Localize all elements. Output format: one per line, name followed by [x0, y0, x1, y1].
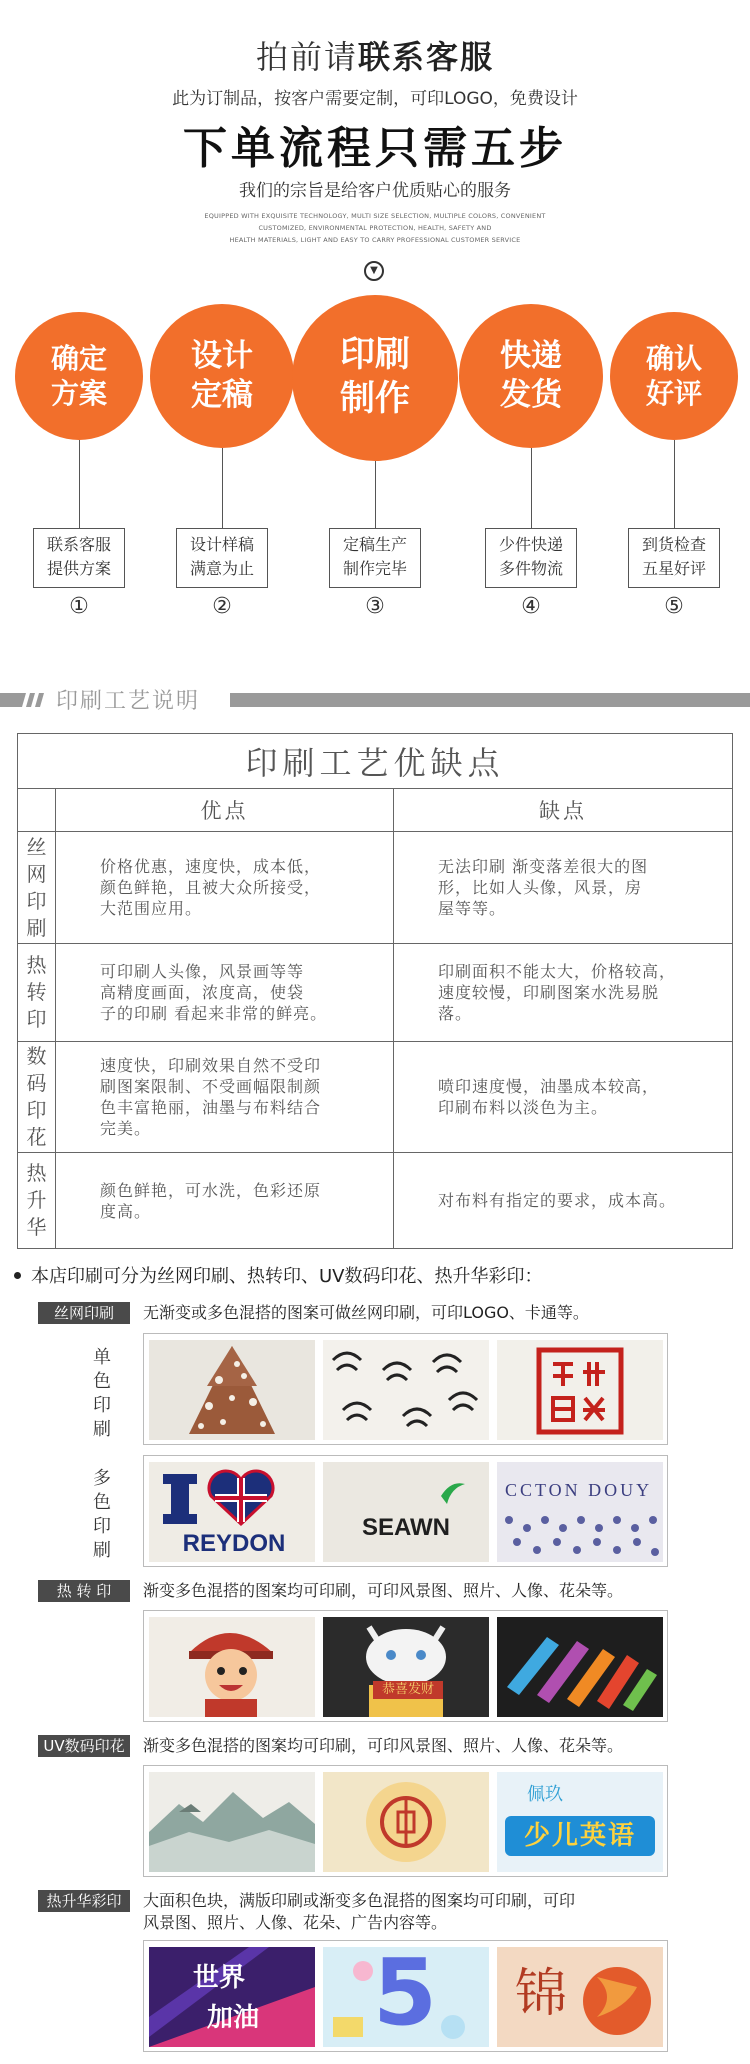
sample-cotton-image: [497, 1462, 663, 1562]
pros-cell: 颜色鲜艳，可水洗，色彩还原 度高。: [56, 1153, 394, 1249]
table-row: [18, 944, 733, 1042]
seawin-text: SEAWN: [361, 1514, 450, 1541]
sample-world-cheer-image: [149, 1947, 315, 2047]
subtitle: 此为订制品，按客户需要定制，可印LOGO，免费设计: [172, 89, 578, 109]
step-circle-text: 发货: [500, 377, 562, 413]
printing-comparison-table: [17, 733, 733, 1249]
uv-sample-top-text: 佩玖: [527, 1784, 563, 1805]
section-title: 印刷工艺说明: [56, 689, 201, 714]
methods-intro: [14, 1262, 543, 1288]
step-circle-text: 设计: [191, 338, 253, 375]
sub-sample-c: 锦: [515, 1964, 568, 2024]
pros-cell: 可印刷人头像，风景画等等 高精度画面，浓度高，使袋 子的印刷 看起来非常的鲜亮。: [56, 944, 394, 1042]
step-3-circle: [292, 295, 458, 461]
uv-sample-big-text: 少儿英语: [505, 1816, 655, 1856]
sample-cat-image: [323, 1617, 489, 1717]
method-name: 数 码 印 花: [18, 1042, 56, 1153]
step-connector: [79, 440, 80, 528]
pros-header: 优点: [56, 789, 394, 832]
sub-sample-a2: 加油: [207, 2003, 260, 2033]
mission-text: 我们的宗旨是给客户优质贴心的服务: [239, 181, 511, 201]
big-title: 下单流程只需五步: [183, 123, 567, 174]
cons-cell: 对布料有指定的要求，成本高。: [394, 1153, 733, 1249]
sample-color-strokes-image: [497, 1617, 663, 1717]
step-1-circle: [15, 312, 143, 440]
step-connector: [222, 448, 223, 528]
sublimation-gallery: [143, 1940, 668, 2052]
step-box-line: 设计样稿: [189, 535, 254, 554]
heat-desc: 渐变多色混搭的图案均可印刷，可印风景图、照片、人像、花朵等。: [143, 1581, 624, 1600]
step-2-box: [176, 528, 268, 588]
contact-title: [0, 32, 750, 78]
banner-slash-icon: [0, 693, 46, 707]
multi-print-label: 多 色 印 刷: [93, 1468, 111, 1561]
cons-cell: 无法印刷 渐变落差很大的图 形，比如人头像，风景，房 屋等等。: [394, 832, 733, 944]
sub-desc-line: 大面积色块，满版印刷或渐变多色混搭的图案均可印刷，可印: [143, 1891, 576, 1910]
table-corner: [18, 789, 56, 832]
step-number: ⑤: [664, 594, 684, 619]
step-box-line: 少件快递: [498, 535, 563, 554]
sub-sample-b: 5: [373, 1947, 438, 2046]
cat-banner-text: 恭喜发财: [373, 1681, 443, 1699]
step-box-line: 到货检查: [641, 535, 706, 554]
step-connector: [531, 448, 532, 528]
sample-number-five-image: [323, 1947, 489, 2047]
method-name: 热 转 印: [18, 944, 56, 1042]
step-circle-text: 印刷: [339, 335, 410, 376]
step-box-line: 提供方案: [46, 559, 111, 578]
methods-intro-text: 本店印刷可分为丝网印刷、热转印、UV数码印花、热升华彩印：: [31, 1266, 543, 1287]
reydon-text: REYDON: [182, 1530, 286, 1557]
cotton-text: CCTON DOUY: [505, 1480, 653, 1500]
step-number: ①: [69, 594, 89, 619]
sample-seal-image: [497, 1340, 663, 1440]
step-circle-text: 快递: [500, 338, 562, 375]
heat-transfer-gallery: [143, 1610, 668, 1722]
tag-uv-digital: UV数码印花: [38, 1735, 130, 1757]
tag-screen-printing: 丝网印刷: [38, 1302, 130, 1324]
step-box-line: 定稿生产: [342, 535, 407, 554]
uv-digital-gallery: [143, 1765, 668, 1877]
pros-cell: 价格优惠，速度快，成本低， 颜色鲜艳，且被大众所接受， 大范围应用。: [56, 832, 394, 944]
table-row: [18, 832, 733, 944]
sub-desc: [143, 1890, 575, 1934]
step-connector: [674, 440, 675, 528]
step-number: ③: [365, 594, 385, 619]
screen-desc: 无渐变或多色混搭的图案可做丝网印刷，可印LOGO、卡通等。: [143, 1303, 589, 1322]
sample-english-kids-image: [497, 1772, 663, 1872]
contact-bold: 联系客服: [358, 38, 495, 76]
step-circle-text: 定稿: [191, 377, 253, 413]
step-4-box: [485, 528, 577, 588]
sample-waves-image: [323, 1340, 489, 1440]
step-2-circle: [150, 304, 294, 448]
step-box-line: 制作完毕: [342, 559, 407, 578]
tag-heat-transfer: 热 转 印: [38, 1580, 130, 1602]
step-5-circle: [610, 312, 738, 440]
banner-bar: [230, 693, 750, 707]
step-4-circle: [459, 304, 603, 448]
sample-cartoon-boy-image: [149, 1617, 315, 1717]
contact-prefix: 拍前请: [255, 38, 358, 76]
sample-seawin-image: [323, 1462, 489, 1562]
cons-header: 缺点: [394, 789, 733, 832]
mono-print-label: 单 色 印 刷: [93, 1347, 111, 1440]
step-circle-text: 好评: [645, 377, 702, 410]
step-circle-text: 制作: [339, 379, 410, 419]
step-box-line: 满意为止: [189, 559, 254, 578]
table-row: [18, 1042, 733, 1153]
step-circle-text: 确认: [645, 342, 702, 375]
method-name: 热 升 华: [18, 1153, 56, 1249]
english-tagline: [0, 210, 750, 246]
step-circle-text: 方案: [50, 377, 107, 410]
cons-cell: 印刷面积不能太大，价格较高， 速度较慢，印刷图案水洗易脱 落。: [394, 944, 733, 1042]
step-5-box: [628, 528, 720, 588]
step-number: ④: [521, 594, 541, 619]
chevron-down-circle-icon: ▼: [364, 261, 384, 281]
sub-desc-line: 风景图、照片、人像、花朵、广告内容等。: [143, 1913, 448, 1932]
step-connector: [375, 461, 376, 528]
step-1-box: [33, 528, 125, 588]
step-box-line: 多件物流: [498, 559, 563, 578]
english-line: EQUIPPED WITH EXQUISITE TECHNOLOGY, MULTI SIZE SELECTION, MULTIPLE COLORS, CONVENIENT: [204, 212, 546, 220]
sample-boc-image: [323, 1772, 489, 1872]
table-title: 印刷工艺优缺点: [18, 734, 733, 789]
sample-jin-image: [497, 1947, 663, 2047]
cons-cell: 喷印速度慢，油墨成本较高， 印刷布料以淡色为主。: [394, 1042, 733, 1153]
english-line: HEALTH MATERIALS, LIGHT AND EASY TO CARRY PROFESSIONAL CUSTOMER SERVICE: [229, 236, 521, 244]
multi-print-gallery: [143, 1455, 668, 1567]
tag-sublimation: 热升华彩印: [38, 1890, 130, 1912]
bullet-dot-icon: [14, 1272, 21, 1279]
step-circle-text: 确定: [50, 342, 107, 375]
table-row: [18, 1153, 733, 1249]
uv-desc: 渐变多色混搭的图案均可印刷，可印风景图、照片、人像、花朵等。: [143, 1736, 624, 1755]
sample-reydon-image: [149, 1462, 315, 1562]
method-name: 丝 网 印 刷: [18, 832, 56, 944]
step-number: ②: [212, 594, 232, 619]
sample-tree-image: [149, 1340, 315, 1440]
mono-print-gallery: [143, 1333, 668, 1445]
step-box-line: 联系客服: [46, 535, 111, 554]
sub-sample-a1: 世界: [193, 1963, 246, 1993]
english-line: CUSTOMIZED, ENVIRONMENTAL PROTECTION, HEALTH, SAFETY AND: [258, 224, 492, 232]
step-3-box: [329, 528, 421, 588]
sample-landscape-image: [149, 1772, 315, 1872]
pros-cell: 速度快，印刷效果自然不受印 刷图案限制、不受画幅限制颜 色丰富艳丽，油墨与布料结合 完美。: [56, 1042, 394, 1153]
step-box-line: 五星好评: [641, 559, 706, 578]
